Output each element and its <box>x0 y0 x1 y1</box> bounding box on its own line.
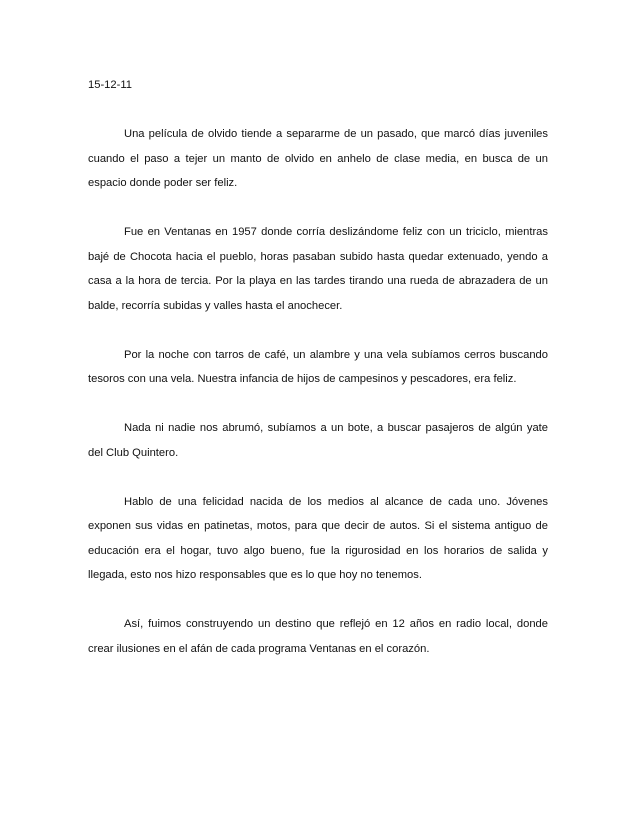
paragraph-4: Nada ni nadie nos abrumó, subíamos a un bote, a buscar pasajeros de algún yate del Club Quintero. <box>88 422 548 459</box>
paragraph-5: Hablo de una felicidad nacida de los medios al alcance de cada uno. Jóvenes exponen sus vidas en patinetas, motos, para que decir de autos. Si el sistema antiguo de educación era el hogar, tuvo algo bueno, fue la rigurosidad en los horarios de salida y llegada, esto nos hizo responsables que es lo que hoy no tenemos. <box>88 495 548 581</box>
document-date: 15-12-11 <box>88 79 132 91</box>
paragraph-1: Una película de olvido tiende a separarme de un pasado, que marcó días juveniles cuando el paso a tejer un manto de olvido en anhelo de clase media, en busca de un espacio donde poder ser feliz. <box>88 128 548 189</box>
paragraph-3: Por la noche con tarros de café, un alambre y una vela subíamos cerros buscando tesoros con una vela. Nuestra infancia de hijos de campesinos y pescadores, era feliz. <box>88 348 548 385</box>
paragraph-2: Fue en Ventanas en 1957 donde corría deslizándome feliz con un triciclo, mientras bajé de Chocota hacia el pueblo, horas pasaban subido hasta quedar extenuado, yendo a casa a la hora de tercia. Por la playa en las tardes tirando una rueda de abrazadera de un balde, recorría subidas y valles hasta el anochecer. <box>88 226 548 312</box>
paragraph-6: Así, fuimos construyendo un destino que reflejó en 12 años en radio local, donde crear ilusiones en el afán de cada programa Ventanas en el corazón. <box>88 618 548 655</box>
document-body <box>88 73 548 661</box>
